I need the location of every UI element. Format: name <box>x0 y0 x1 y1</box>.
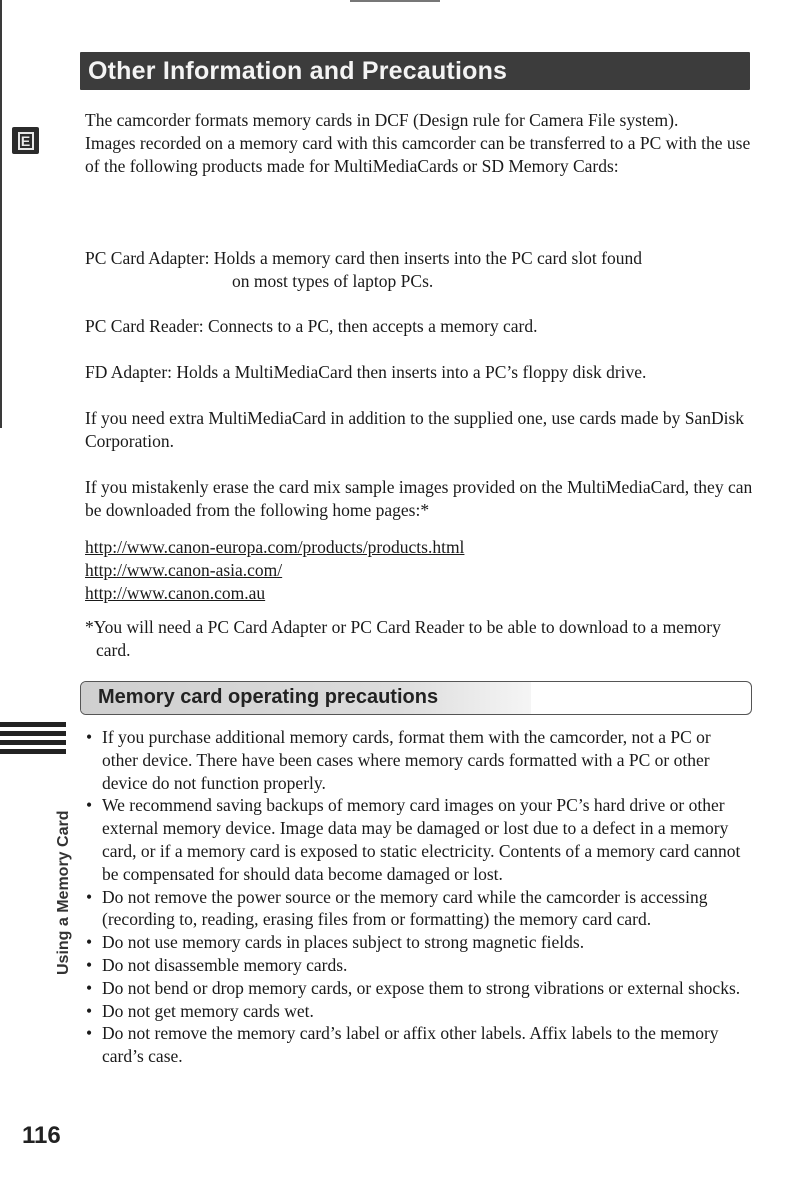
intro-paragraph-dcf: The camcorder formats memory cards in DCF (Design rule for Camera File system). <box>85 110 679 130</box>
extra-card-paragraph: If you need extra MultiMediaCard in addition to the supplied one, use cards made by SanDisk Corporation. <box>85 408 745 451</box>
chapter-bar <box>0 740 66 745</box>
adapter-pc-card-adapter <box>85 247 755 293</box>
precaution-item: • Do not remove the power source or the memory card while the camcorder is accessing (recording to, reading, erasing files from or formatting) the memory card card. <box>86 886 751 932</box>
chapter-side-label: Using a Memory Card <box>55 810 72 975</box>
link-canon-australia[interactable]: http://www.canon.com.au <box>85 583 266 603</box>
download-links <box>85 536 755 605</box>
section-heading-bar <box>80 681 752 715</box>
intro-paragraph-transfer: Images recorded on a memory card with this camcorder can be transferred to a PC with the use of the following products made for MultiMediaCards or SD Memory Cards: <box>85 133 751 176</box>
top-edge-mark <box>350 0 440 2</box>
chapter-bar <box>0 722 66 727</box>
intro-section <box>85 109 755 178</box>
precaution-item: • Do not disassemble memory cards. <box>86 954 751 977</box>
precautions-list <box>86 726 751 1068</box>
precaution-item: • Do not get memory cards wet. <box>86 1000 751 1023</box>
chapter-bar <box>0 749 66 754</box>
adapter-fd-adapter <box>85 361 755 384</box>
link-canon-asia[interactable]: http://www.canon-asia.com/ <box>85 560 283 580</box>
language-tab <box>12 127 39 154</box>
language-tab-label: E <box>18 132 34 150</box>
adapter-description-continued: on most types of laptop PCs. <box>232 271 434 291</box>
adapter-description: PC Card Reader: Connects to a PC, then accepts a memory card. <box>85 316 538 336</box>
erase-note-paragraph: If you mistakenly erase the card mix sample images provided on the MultiMediaCard, they can be downloaded from the following home pages:* <box>85 477 753 520</box>
adapter-description: FD Adapter: Holds a MultiMediaCard then inserts into a PC’s floppy disk drive. <box>85 362 647 382</box>
adapter-description: PC Card Adapter: Holds a memory card then inserts into the PC card slot found <box>85 248 642 268</box>
section-heading: Memory card operating precautions <box>98 686 439 708</box>
link-canon-europa[interactable]: http://www.canon-europa.com/products/products.html <box>85 537 465 557</box>
page-title-bar <box>80 52 750 90</box>
precaution-item: • Do not use memory cards in places subject to strong magnetic fields. <box>86 931 751 954</box>
adapter-pc-card-reader <box>85 315 755 338</box>
left-margin-rule <box>0 0 2 428</box>
precaution-item: • Do not remove the memory card’s label or affix other labels. Affix labels to the memory card’s case. <box>86 1022 751 1068</box>
page-number: 116 <box>22 1122 61 1149</box>
precaution-item: • Do not bend or drop memory cards, or expose them to strong vibrations or external shocks. <box>86 977 751 1000</box>
precaution-item: • If you purchase additional memory cards, format them with the camcorder, not a PC or other device. There have been cases where memory cards formatted with a PC or other device do not function properly. <box>86 726 751 794</box>
page-title: Other Information and Precautions <box>88 56 508 85</box>
chapter-bar <box>0 731 66 736</box>
footnote: *You will need a PC Card Adapter or PC Card Reader to be able to download to a memory card. <box>85 617 721 660</box>
chapter-indicator-bars <box>0 722 66 758</box>
precaution-item: • We recommend saving backups of memory card images on your PC’s hard drive or other external memory device. Image data may be damaged or lost due to a defect in a memory card, or if a memory card is exposed to static electricity. Contents of a memory card cannot be compensated for should data become damaged or lost. <box>86 794 751 885</box>
